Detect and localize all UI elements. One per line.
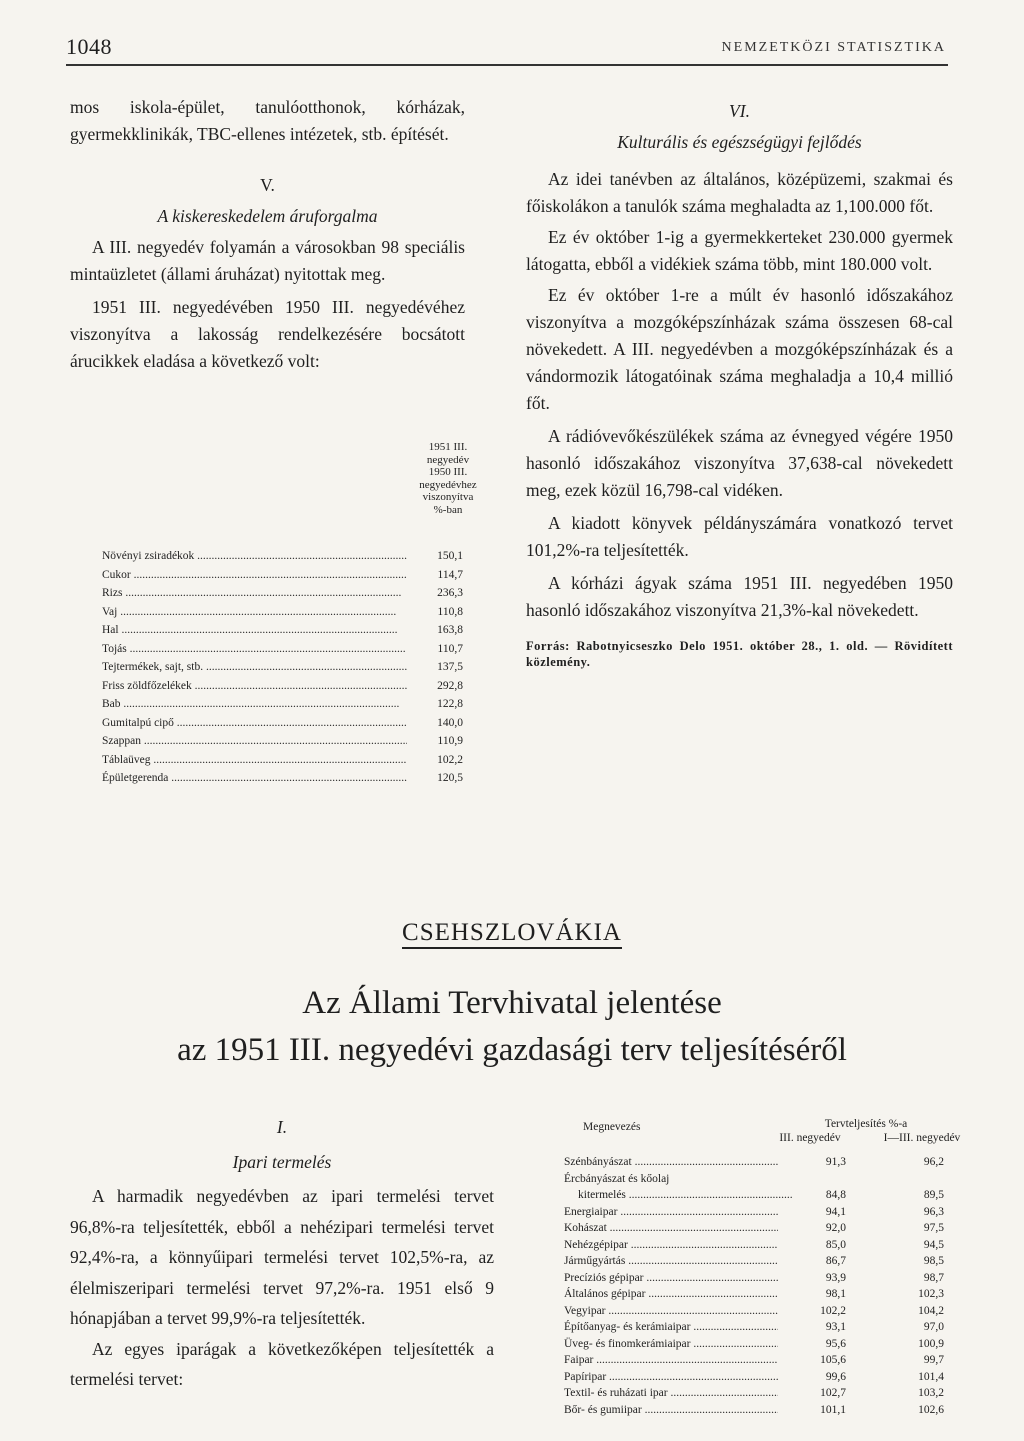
row-value-q1-q3: 96,2: [923, 1156, 944, 1168]
row-value-q1-q3: 96,3: [923, 1205, 944, 1218]
section-number: V.: [260, 175, 275, 195]
left-column-bottom: [70, 1108, 494, 1395]
header-rule: [66, 64, 948, 66]
row-value: 110,7: [437, 642, 463, 655]
paragraph: A kiadott könyvek példányszámára vonatkozó tervet 101,2%-ra teljesítették.: [526, 513, 953, 560]
table-row: [564, 1171, 944, 1188]
row-label: Épületgerenda .....: [102, 769, 407, 788]
table-row: [102, 547, 463, 566]
row-value-q3: 102,2: [820, 1304, 846, 1317]
paragraph: Ez év október 1-ig a gyermekkerteket 230.000 gyermek látogatta, ebből a vidékiek száma több, mint 180.000 volt.: [526, 227, 953, 274]
row-label: Papíripar .....: [564, 1369, 778, 1386]
row-label: Vegyipar .....: [564, 1303, 778, 1320]
row-value-q3: 85,0: [825, 1238, 846, 1251]
row-label: Tejtermékek, sajt, stb. .....: [102, 658, 407, 677]
table-row: [564, 1352, 944, 1369]
table-row: [102, 584, 463, 603]
table-row: [564, 1154, 944, 1171]
table2-col2-header: I—III. negyedév: [883, 1132, 961, 1144]
row-value: 110,9: [437, 735, 463, 747]
table2-column-header: [770, 1118, 962, 1145]
row-value: 150,1: [437, 550, 463, 562]
row-value: 236,3: [437, 587, 463, 599]
table-row: [102, 658, 463, 677]
row-label: Szappan .....: [102, 732, 407, 751]
row-label: Üveg- és finomkerámiaipar .....: [564, 1336, 778, 1353]
row-label: Cukor .....: [102, 566, 407, 585]
row-label: Faipar .....: [564, 1352, 778, 1369]
row-value-q3: 93,1: [825, 1321, 846, 1333]
table-row: [564, 1220, 944, 1237]
row-value-q3: 84,8: [825, 1189, 846, 1201]
table-row: [564, 1204, 944, 1221]
row-value: 292,8: [437, 679, 463, 692]
table-header: [412, 441, 484, 516]
section-title: Kulturális és egészségügyi fejlődés: [617, 132, 862, 152]
country-heading: [0, 919, 1024, 947]
country-heading-text: CSEHSZLOVÁKIA: [402, 919, 622, 949]
paragraph: Ez év október 1-re a múlt év hasonló időszakához viszonyítva a mozgóképszínházak száma összesen 68-cal növekedett. A III. negyedévben a mozgóképszínházak és a vándormozik látogatóinak száma meghaladja a 10,4 millió főt.: [526, 285, 953, 413]
table-row: [564, 1385, 944, 1402]
left-column-top: [70, 94, 465, 375]
row-value-q3: 94,1: [825, 1205, 846, 1218]
row-label: Energiaipar .....: [564, 1204, 778, 1221]
row-label: Rizs .....: [102, 584, 407, 603]
section-title: Ipari termelés: [232, 1151, 332, 1172]
row-value-q1-q3: 100,9: [918, 1337, 944, 1350]
row-label: Kohászat .....: [564, 1220, 778, 1237]
paragraph: 1951 III. negyedévében 1950 III. negyedévéhez viszonyítva a lakosság rendelkezésére bocsátott árucikkek eladása a következő volt:: [70, 297, 465, 371]
section-title: A kiskereskedelem áruforgalma: [157, 206, 378, 226]
page-number: 1048: [66, 34, 112, 59]
row-value-q3: 91,3: [825, 1156, 846, 1168]
paragraph: A rádióvevőkészülékek száma az évnegyed végére 1950 hasonló időszakához viszonyítva 37,638-cal növekedett meg, ezek közül 16,798-cal vidéken.: [526, 426, 953, 500]
header-line: 1951 III.: [428, 441, 468, 453]
row-label: Hal .....: [102, 621, 407, 640]
row-value-q1-q3: 97,5: [923, 1222, 944, 1234]
row-label: Precíziós gépipar .....: [564, 1270, 778, 1287]
row-label: Építőanyag- és kerámiaipar .....: [564, 1319, 778, 1336]
paragraph: Az idei tanévben az általános, középüzemi, szakmai és főiskolákon a tanulók száma meghaladta az 1,100.000 főt.: [526, 169, 953, 216]
row-value-q3: 99,6: [825, 1370, 846, 1383]
row-value: 122,8: [437, 698, 463, 710]
row-value-q3: 92,0: [825, 1222, 846, 1234]
table-row: [102, 621, 463, 640]
paragraph: A kórházi ágyak száma 1951 III. negyedében 1950 hasonló időszakához viszonyítva 21,3%-kal növekedett.: [526, 573, 953, 620]
row-value-q1-q3: 99,7: [923, 1354, 944, 1366]
industry-plan-table: [564, 1154, 944, 1418]
row-label: kitermelés .....: [564, 1187, 792, 1204]
section-number: VI.: [729, 101, 750, 121]
header-line: 1950 III.: [428, 466, 468, 478]
paragraph: Az egyes iparágak a következőképen teljesítették a termelési tervet:: [70, 1338, 494, 1389]
row-value-q1-q3: 102,6: [918, 1403, 944, 1416]
row-value-q1-q3: 97,0: [923, 1321, 944, 1333]
table-row: [102, 677, 463, 696]
table-row: [564, 1253, 944, 1270]
table-row: [564, 1402, 944, 1419]
row-value-q1-q3: 98,7: [923, 1271, 944, 1284]
table-row: [564, 1319, 944, 1336]
paragraph: A harmadik negyedévben az ipari termelési tervet 96,8%-ra teljesítették, ebből a nehézipari termelési tervet 92,4%-ra, a könnyűipari termelési tervet 102,5%-ra, az élelmiszeripari termelési tervet 97,2%-ra. 1951 első 9 hónapjában a tervet 99,9%-ra teljesítették.: [70, 1186, 494, 1328]
row-label: Szénbányászat .....: [564, 1154, 778, 1171]
right-column-top: [526, 94, 953, 670]
running-title: NEMZETKÖZI STATISZTIKA: [721, 40, 946, 55]
table-row: [564, 1303, 944, 1320]
row-label: Növényi zsiradékok .....: [102, 547, 407, 566]
row-value: 114,7: [437, 568, 463, 581]
row-label: Ércbányászat és kőolaj: [564, 1172, 670, 1185]
row-value: 110,8: [437, 605, 463, 618]
row-label: Friss zöldfőzelékek .....: [102, 677, 407, 696]
row-value: 137,5: [437, 661, 463, 673]
table2-col1-header: III. negyedév: [779, 1132, 841, 1144]
row-value-q1-q3: 102,3: [918, 1288, 944, 1300]
table-row: [102, 751, 463, 770]
retail-sales-table: [102, 547, 463, 788]
row-value-q1-q3: [868, 1171, 944, 1188]
row-value-q1-q3: 94,5: [923, 1238, 944, 1251]
row-label: Bőr- és gumiipar .....: [564, 1402, 778, 1419]
source-note: Forrás: Rabotnyicseszko Delo 1951. október 28., 1. old. — Rövidített közlemény.: [526, 639, 953, 669]
row-label: Textil- és ruházati ipar .....: [564, 1385, 778, 1402]
row-value-q1-q3: 103,2: [918, 1387, 944, 1399]
row-value-q1-q3: 104,2: [918, 1304, 944, 1317]
row-label: Gumitalpú cipő .....: [102, 714, 407, 733]
table2-group-header: Tervteljesítés %-a: [824, 1118, 908, 1130]
header-line: negyedév: [426, 453, 470, 466]
row-value-q3: 98,1: [825, 1288, 846, 1300]
article-title-line-1: Az Állami Tervhivatal jelentése: [302, 985, 722, 1021]
table-row: [102, 769, 463, 788]
row-value: 120,5: [437, 772, 463, 784]
row-value-q3: 95,6: [825, 1337, 846, 1350]
row-value: 163,8: [437, 624, 463, 636]
header-line: viszonyítva: [422, 491, 474, 503]
table-row: [564, 1187, 944, 1204]
table-row: [102, 640, 463, 659]
row-label: Tojás .....: [102, 640, 407, 659]
table-row: [564, 1237, 944, 1254]
row-value-q1-q3: 98,5: [923, 1255, 944, 1267]
table-row: [102, 603, 463, 622]
row-value: 102,2: [437, 753, 463, 766]
row-label: Nehézgépipar .....: [564, 1237, 778, 1254]
row-value: 140,0: [437, 716, 463, 729]
row-value-q3: 102,7: [820, 1387, 846, 1399]
row-value-q3: 101,1: [820, 1403, 846, 1416]
section-number: I.: [276, 1117, 288, 1137]
paragraph: A III. negyedév folyamán a városokban 98 speciális mintaüzletet (állami áruházat) nyitottak meg.: [70, 237, 465, 284]
table2-name-header: Megnevezés: [583, 1121, 641, 1133]
table-row: [564, 1270, 944, 1287]
row-label: Általános gépipar .....: [564, 1286, 778, 1303]
row-value-q3: [792, 1171, 868, 1188]
header-line: %-ban: [433, 503, 463, 516]
article-title-line-2: az 1951 III. negyedévi gazdasági terv teljesítéséről: [177, 1032, 847, 1068]
table-row: [102, 732, 463, 751]
intro-paragraph: mos iskola-épület, tanulóotthonok, kórházak, gyermekklinikák, TBC-ellenes intézetek, stb. építését.: [70, 97, 465, 144]
table-row: [564, 1286, 944, 1303]
row-value-q3: 105,6: [820, 1354, 846, 1366]
row-label: Bab .....: [102, 695, 407, 714]
row-value-q1-q3: 101,4: [918, 1370, 944, 1383]
row-label: Vaj .....: [102, 603, 407, 622]
table-row: [102, 566, 463, 585]
table-row: [564, 1336, 944, 1353]
row-value-q3: 93,9: [825, 1271, 846, 1284]
table-row: [564, 1369, 944, 1386]
table-row: [102, 695, 463, 714]
table-row: [102, 714, 463, 733]
row-label: Járműgyártás .....: [564, 1253, 778, 1270]
row-value-q3: 86,7: [825, 1255, 846, 1267]
header-line: negyedévhez: [419, 478, 477, 491]
row-value-q1-q3: 89,5: [923, 1189, 944, 1201]
row-label: Táblaüveg .....: [102, 751, 407, 770]
